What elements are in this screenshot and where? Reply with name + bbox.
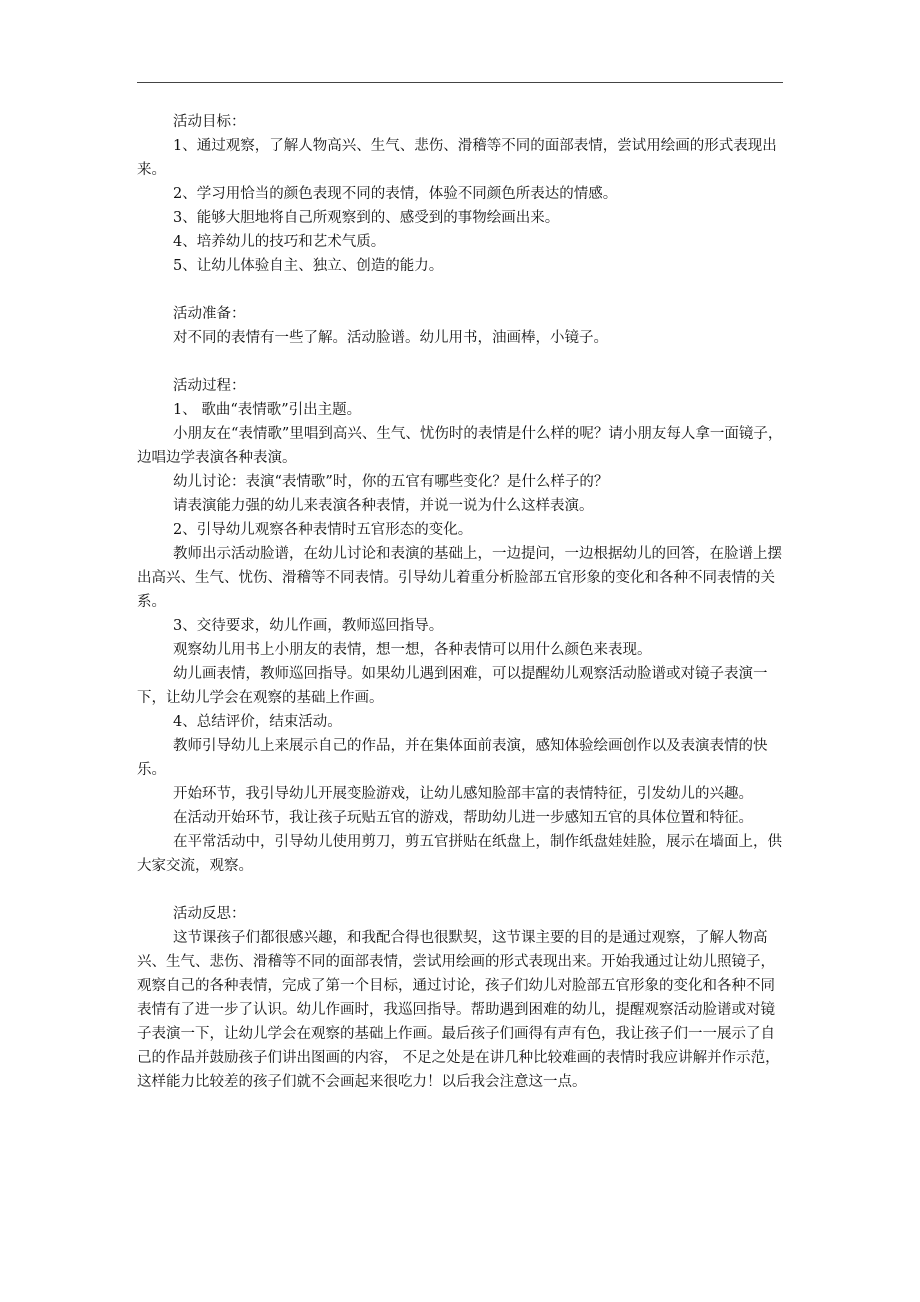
section-heading: 活动反思： — [173, 906, 246, 922]
section-spacer — [137, 350, 783, 374]
section-heading: 活动准备： — [173, 306, 246, 322]
paragraph: 3、能够大胆地将自己所观察到的、感受到的事物绘画出来。 — [173, 210, 560, 226]
paragraph: 小朋友在“表情歌”里唱到高兴、生气、忧伤时的表情是什么样的呢？请小朋友每人拿一面镜子，边唱边学表演各种表演。 — [137, 426, 783, 466]
paragraph: 5、让幼儿体验自主、独立、创造的能力。 — [173, 258, 444, 274]
section-heading: 活动过程： — [173, 378, 246, 394]
section-reflection — [137, 902, 783, 1094]
paragraph: 幼儿讨论：表演“表情歌”时，你的五官有哪些变化？是什么样子的？ — [173, 474, 609, 490]
paragraph: 教师出示活动脸谱，在幼儿讨论和表演的基础上，一边提问，一边根据幼儿的回答，在脸谱上摆出高兴、生气、忧伤、滑稽等不同表情。引导幼儿着重分析脸部五官形象的变化和各种不同表情的关系。 — [137, 546, 782, 610]
paragraph: 在平常活动中，引导幼儿使用剪刀，剪五官拼贴在纸盘上，制作纸盘娃娃脸，展示在墙面上，供大家交流，观察。 — [137, 834, 782, 874]
section-goals — [137, 110, 783, 278]
paragraph: 幼儿画表情，教师巡回指导。如果幼儿遇到困难，可以提醒幼儿观察活动脸谱或对镜子表演一下，让幼儿学会在观察的基础上作画。 — [137, 666, 768, 706]
paragraph: 对不同的表情有一些了解。活动脸谱。幼儿用书，油画棒，小镜子。 — [173, 330, 608, 346]
paragraph: 请表演能力强的幼儿来表演各种表情，并说一说为什么这样表演。 — [173, 498, 594, 514]
section-heading: 活动目标： — [173, 114, 246, 130]
paragraph: 4、总结评价，结束活动。 — [173, 714, 342, 730]
paragraph: 开始环节，我引导幼儿开展变脸游戏，让幼儿感知脸部丰富的表情特征，引发幼儿的兴趣。 — [173, 786, 753, 802]
paragraph: 1、 歌曲“表情歌”引出主题。 — [173, 402, 362, 418]
paragraph: 教师引导幼儿上来展示自己的作品，并在集体面前表演，感知体验绘画创作以及表演表情的快乐。 — [137, 738, 768, 778]
paragraph: 1、通过观察，了解人物高兴、生气、悲伤、滑稽等不同的面部表情，尝试用绘画的形式表现出来。 — [137, 138, 777, 178]
paragraph: 这节课孩子们都很感兴趣，和我配合得也很默契，这节课主要的目的是通过观察，了解人物高兴、生气、悲伤、滑稽等不同的面部表情，尝试用绘画的形式表现出来。开始我通过让幼儿照镜子，观察自己的各种表情，完成了第一个目标，通过讨论，孩子们幼儿对脸部五官形象的变化和各种不同表情有了进一步了认识。幼儿作画时，我巡回指导。帮助遇到困难的幼儿，提醒观察活动脸谱或对镜子表演一下，让幼儿学会在观察的基础上作画。最后孩子们画得有声有色，我让孩子们一一展示了自己的作品并鼓励孩子们讲出图画的内容， 不足之处是在讲几种比较难画的表情时我应讲解并作示范，这样能力比较差的孩子们就不会画起来很吃力！以后我会注意这一点。 — [137, 930, 780, 1090]
section-process — [137, 374, 783, 878]
paragraph: 观察幼儿用书上小朋友的表情，想一想，各种表情可以用什么颜色来表现。 — [173, 642, 652, 658]
paragraph: 2、学习用恰当的颜色表现不同的表情，体验不同颜色所表达的情感。 — [173, 186, 618, 202]
paragraph: 3、交待要求，幼儿作画，教师巡回指导。 — [173, 618, 444, 634]
paragraph: 4、培养幼儿的技巧和艺术气质。 — [173, 234, 386, 250]
header-rule — [137, 82, 783, 83]
paragraph: 2、引导幼儿观察各种表情时五官形态的变化。 — [173, 522, 473, 538]
paragraph: 在活动开始环节，我让孩子玩贴五官的游戏，帮助幼儿进一步感知五官的具体位置和特征。 — [173, 810, 753, 826]
section-preparation — [137, 302, 783, 350]
section-spacer — [137, 878, 783, 902]
section-spacer — [137, 278, 783, 302]
document-body — [137, 110, 783, 1094]
